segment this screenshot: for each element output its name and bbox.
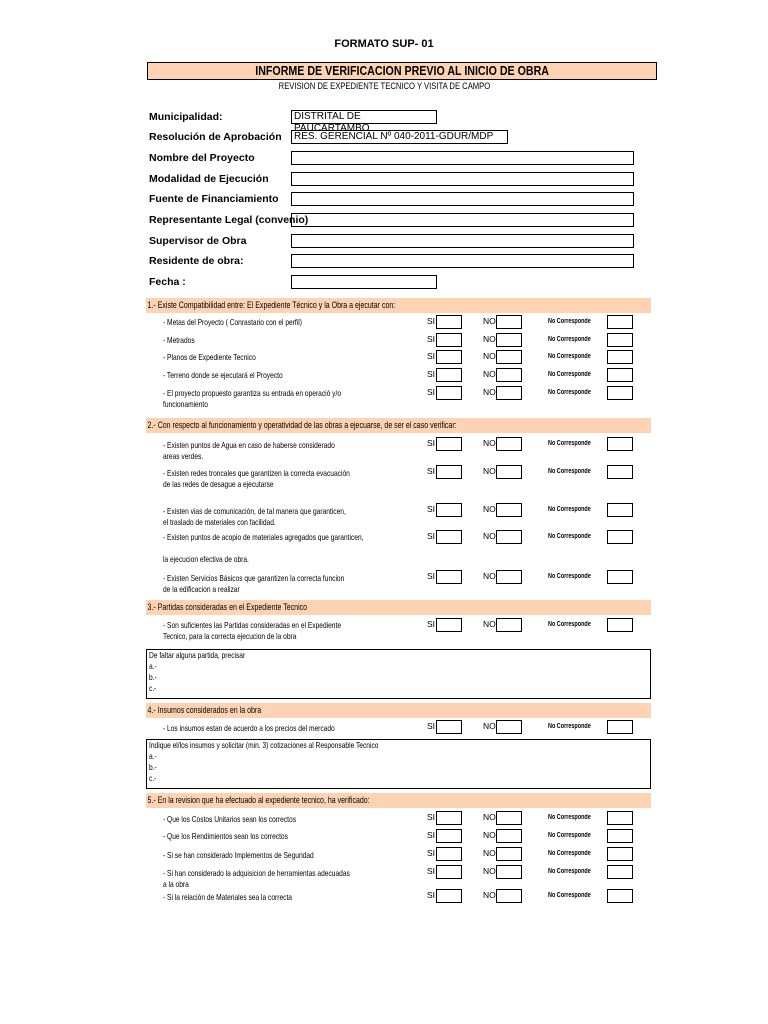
no-corresponde-text: No Corresponde [548, 868, 591, 875]
nombre-field[interactable] [291, 151, 634, 165]
s3-title: 3.- Partidas consideradas en el Expediente Tecnico [147, 602, 308, 612]
no-checkbox[interactable] [496, 368, 522, 382]
si-checkbox[interactable] [436, 437, 462, 451]
residente-label: Residente de obra: [149, 255, 244, 267]
no-label: NO [483, 890, 496, 900]
no-checkbox[interactable] [496, 829, 522, 843]
s4-note-line: b.- [149, 762, 157, 772]
si-checkbox[interactable] [436, 465, 462, 479]
s2-question [163, 532, 420, 565]
no-checkbox[interactable] [496, 386, 522, 400]
no-corresponde-label [548, 533, 603, 540]
no-checkbox[interactable] [496, 350, 522, 364]
s5-question [163, 868, 403, 890]
s3-question-line: - Son suficientes las Partidas consideradas en el Expediente [163, 620, 342, 630]
no-corresponde-text: No Corresponde [548, 336, 591, 343]
s4-question-line: - Los insumos estan de acuerdo a los precios del mercado [163, 723, 335, 733]
no-corresponde-label [548, 468, 603, 475]
no-corresponde-text: No Corresponde [548, 621, 591, 628]
supervisor-field[interactable] [291, 234, 634, 248]
si-label: SI [427, 619, 436, 629]
no-corresponde-text: No Corresponde [548, 506, 591, 513]
resolucion-label: Resolución de Aprobación [149, 131, 282, 143]
modalidad-field[interactable] [291, 172, 634, 186]
municipalidad-field[interactable]: DISTRITAL DE PAUCARTAMBO [291, 110, 437, 124]
no-label: NO [483, 830, 496, 840]
no-corresponde-label [548, 389, 603, 396]
si-checkbox[interactable] [436, 368, 462, 382]
s1-question [163, 352, 282, 363]
no-checkbox[interactable] [496, 811, 522, 825]
si-checkbox[interactable] [436, 503, 462, 517]
modalidad-label: Modalidad de Ejecución [149, 173, 269, 185]
no-checkbox[interactable] [496, 465, 522, 479]
resolucion-field[interactable]: RES. GERENCIAL Nº 040-2011-GDUR/MDP [291, 130, 508, 144]
si-checkbox[interactable] [436, 350, 462, 364]
s1-question-line: - Metas del Proyecto ( Conrastario con el perfil) [163, 317, 302, 327]
s1-question-line: - El proyecto propuesto garantiza su entrada en operació y/o [163, 388, 342, 398]
no-corresponde-text: No Corresponde [548, 533, 591, 540]
fecha-label: Fecha : [149, 276, 186, 288]
si-label: SI [427, 504, 436, 514]
s4-note-line: Indique el/los insumos y solicitar (min. 3) cotizaciones al Responsable Tecnico [149, 740, 379, 750]
s4-note-line: c.- [149, 773, 157, 783]
no-label: NO [483, 504, 496, 514]
no-label: NO [483, 369, 496, 379]
supervisor-label: Supervisor de Obra [149, 235, 247, 247]
no-label: NO [483, 619, 496, 629]
no-label: NO [483, 812, 496, 822]
si-checkbox[interactable] [436, 829, 462, 843]
no-corresponde-text: No Corresponde [548, 389, 591, 396]
report-subtitle: REVISION DE EXPEDIENTE TECNICO Y VISITA DE CAMPO [278, 81, 490, 91]
si-checkbox[interactable] [436, 530, 462, 544]
no-corresponde-checkbox[interactable] [607, 386, 633, 400]
s5-question [163, 831, 323, 842]
s2-question-line: - Existen Servicios Básicos que garantizen la correcta funcion [163, 573, 345, 583]
s3-note-line: b.- [149, 672, 157, 682]
no-corresponde-checkbox[interactable] [607, 889, 633, 903]
no-corresponde-checkbox[interactable] [607, 847, 633, 861]
no-corresponde-text: No Corresponde [548, 353, 591, 360]
fuente-field[interactable] [291, 192, 634, 206]
no-corresponde-label [548, 814, 603, 821]
s2-title: 2.- Con respecto al funcionamiento y operatividad de las obras a ejecuarse, de ser el caso verificar: [147, 420, 457, 430]
s2-question-line: areas verdes. [163, 451, 204, 461]
s5-question [163, 850, 356, 861]
s2-question [163, 573, 395, 595]
no-label: NO [483, 531, 496, 541]
si-label: SI [427, 387, 436, 397]
no-label: NO [483, 721, 496, 731]
residente-field[interactable] [291, 254, 634, 268]
s5-question-line: - Si han considerado la adquisicion de herramientas adecuadas [163, 868, 350, 878]
no-corresponde-checkbox[interactable] [607, 368, 633, 382]
no-checkbox[interactable] [496, 720, 522, 734]
no-corresponde-label [548, 832, 603, 839]
si-checkbox[interactable] [436, 570, 462, 584]
s5-question-line: a la obra [163, 879, 189, 889]
s5-question [163, 814, 334, 825]
s5-question-line: - Que los Rendimientos sean los correctos [163, 831, 288, 841]
s2-question-line: - Existen puntos de Agua en caso de haberse considerado [163, 440, 335, 450]
s5-header [146, 793, 651, 808]
s1-question [163, 317, 341, 328]
no-corresponde-text: No Corresponde [548, 850, 591, 857]
s5-question [163, 892, 328, 903]
no-checkbox[interactable] [496, 530, 522, 544]
no-corresponde-text: No Corresponde [548, 814, 591, 821]
si-label: SI [427, 466, 436, 476]
si-label: SI [427, 812, 436, 822]
si-label: SI [427, 334, 436, 344]
no-corresponde-checkbox[interactable] [607, 829, 633, 843]
no-label: NO [483, 316, 496, 326]
no-label: NO [483, 387, 496, 397]
s1-question-line: - Terreno donde se ejecutará el Proyecto [163, 370, 283, 380]
no-corresponde-checkbox[interactable] [607, 315, 633, 329]
no-checkbox[interactable] [496, 570, 522, 584]
no-corresponde-checkbox[interactable] [607, 530, 633, 544]
no-corresponde-checkbox[interactable] [607, 618, 633, 632]
no-corresponde-label [548, 621, 603, 628]
s1-question [163, 370, 316, 381]
si-label: SI [427, 571, 436, 581]
no-corresponde-label [548, 353, 603, 360]
no-label: NO [483, 571, 496, 581]
no-corresponde-label [548, 850, 603, 857]
fecha-field[interactable] [291, 275, 437, 289]
s3-note-line: De faltar alguna partida, precisar [149, 650, 246, 660]
no-corresponde-text: No Corresponde [548, 573, 591, 580]
si-label: SI [427, 830, 436, 840]
s2-question-line: - Existen redes troncales que garantizen la correcta evacuación [163, 468, 350, 478]
s1-question-line: funcionamiento [163, 399, 208, 409]
s1-header [146, 298, 651, 313]
si-checkbox[interactable] [436, 865, 462, 879]
no-checkbox[interactable] [496, 315, 522, 329]
si-label: SI [427, 438, 436, 448]
no-corresponde-label [548, 318, 603, 325]
s4-header [146, 703, 651, 718]
no-corresponde-label [548, 892, 603, 899]
s3-notes-box[interactable] [146, 649, 651, 699]
no-corresponde-label [548, 440, 603, 447]
no-corresponde-checkbox[interactable] [607, 503, 633, 517]
no-label: NO [483, 866, 496, 876]
s2-header [146, 418, 651, 433]
no-checkbox[interactable] [496, 618, 522, 632]
s2-question-line: - Existen puntos de acopio de materiales agregados que garanticen, [163, 532, 364, 542]
s2-question-line: la ejecucion efectiva de obra. [163, 554, 249, 564]
si-checkbox[interactable] [436, 720, 462, 734]
no-corresponde-text: No Corresponde [548, 440, 591, 447]
s3-note-line: a.- [149, 661, 157, 671]
s2-question-line: el traslado de materiales con facilidad. [163, 517, 276, 527]
s2-question-line: - Existen vias de comunicación, de tal manera que garanticen, [163, 506, 346, 516]
no-checkbox[interactable] [496, 889, 522, 903]
no-corresponde-checkbox[interactable] [607, 333, 633, 347]
si-checkbox[interactable] [436, 889, 462, 903]
si-label: SI [427, 721, 436, 731]
s3-question [163, 620, 391, 642]
s1-question-line: - Metrados [163, 335, 195, 345]
fuente-label: Fuente de Financiamiento [149, 193, 279, 205]
no-corresponde-text: No Corresponde [548, 832, 591, 839]
s4-note-line: a.- [149, 751, 157, 761]
s1-question-line: - Planos de Expediente Tecnico [163, 352, 256, 362]
no-corresponde-text: No Corresponde [548, 723, 591, 730]
no-corresponde-checkbox[interactable] [607, 811, 633, 825]
report-title: INFORME DE VERIFICACION PREVIO AL INICIO DE OBRA [147, 62, 657, 80]
no-corresponde-text: No Corresponde [548, 892, 591, 899]
si-checkbox[interactable] [436, 386, 462, 400]
s3-header [146, 600, 651, 615]
representante-field[interactable] [291, 213, 634, 227]
s4-question [163, 723, 383, 734]
s5-question-line: - Si la relación de Materiales sea la correcta [163, 892, 292, 902]
si-checkbox[interactable] [436, 315, 462, 329]
s3-note-line: c.- [149, 683, 157, 693]
s4-title: 4.- Insumos considerados en la obra [147, 705, 262, 715]
no-corresponde-checkbox[interactable] [607, 865, 633, 879]
s5-question-line: - Que los Costos Unitarios sean los correctos [163, 814, 297, 824]
s1-question [163, 335, 204, 346]
no-corresponde-checkbox[interactable] [607, 350, 633, 364]
no-corresponde-label [548, 506, 603, 513]
s2-question-line: de las redes de desague a ejecutarse [163, 479, 274, 489]
no-checkbox[interactable] [496, 503, 522, 517]
s1-question [163, 388, 391, 410]
si-label: SI [427, 316, 436, 326]
s3-question-line: Tecnico, para la correcta ejecucion de la obra [163, 631, 297, 641]
no-checkbox[interactable] [496, 437, 522, 451]
s4-notes-box[interactable] [146, 739, 651, 789]
representante-label: Representante Legal (convenio) [149, 214, 309, 226]
no-label: NO [483, 334, 496, 344]
s5-title: 5.- En la revision que ha efectuado al expediente tecnico, ha verificado: [147, 795, 370, 805]
s2-question [163, 506, 397, 528]
formato-code: FORMATO SUP- 01 [334, 38, 434, 50]
no-corresponde-label [548, 723, 603, 730]
si-checkbox[interactable] [436, 333, 462, 347]
si-label: SI [427, 890, 436, 900]
si-label: SI [427, 369, 436, 379]
municipalidad-label: Municipalidad: [149, 111, 223, 123]
no-corresponde-text: No Corresponde [548, 468, 591, 475]
s2-question-line: de la edificacion a realizar [163, 584, 240, 594]
si-checkbox[interactable] [436, 847, 462, 861]
no-checkbox[interactable] [496, 865, 522, 879]
s2-question [163, 468, 403, 490]
si-label: SI [427, 351, 436, 361]
no-corresponde-checkbox[interactable] [607, 720, 633, 734]
no-label: NO [483, 466, 496, 476]
si-label: SI [427, 531, 436, 541]
si-checkbox[interactable] [436, 618, 462, 632]
no-corresponde-checkbox[interactable] [607, 437, 633, 451]
no-corresponde-label [548, 868, 603, 875]
no-corresponde-label [548, 336, 603, 343]
no-corresponde-text: No Corresponde [548, 371, 591, 378]
si-label: SI [427, 848, 436, 858]
no-checkbox[interactable] [496, 847, 522, 861]
no-label: NO [483, 351, 496, 361]
si-label: SI [427, 866, 436, 876]
no-label: NO [483, 848, 496, 858]
s1-title: 1.- Existe Compatibilidad entre: El Expediente Técnico y la Obra a ejecutar con: [147, 300, 396, 310]
no-corresponde-checkbox[interactable] [607, 465, 633, 479]
s2-question-line [163, 543, 364, 554]
no-corresponde-checkbox[interactable] [607, 570, 633, 584]
nombre-label: Nombre del Proyecto [149, 152, 255, 164]
no-label: NO [483, 438, 496, 448]
s5-question-line: - Si se han considerado Implementos de Seguridad [163, 850, 314, 860]
no-corresponde-text: No Corresponde [548, 318, 591, 325]
si-checkbox[interactable] [436, 811, 462, 825]
no-corresponde-label [548, 573, 603, 580]
no-checkbox[interactable] [496, 333, 522, 347]
no-corresponde-label [548, 371, 603, 378]
s2-question [163, 440, 383, 462]
